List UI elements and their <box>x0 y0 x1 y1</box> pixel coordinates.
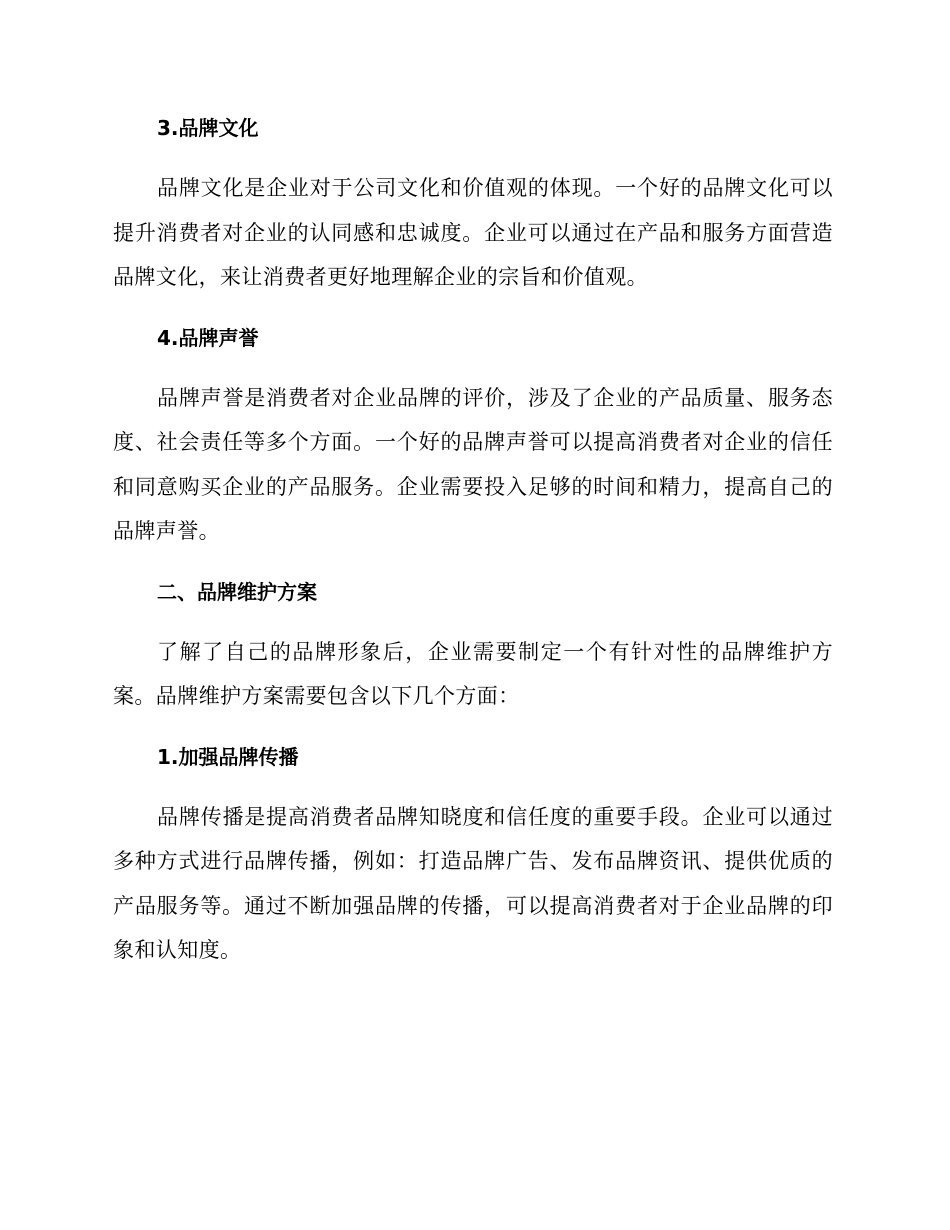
paragraph-brand-reputation: 品牌声誉是消费者对企业品牌的评价，涉及了企业的产品质量、服务态度、社会责任等多个方面。一个好的品牌声誉可以提高消费者对企业的信任和同意购买企业的产品服务。企业需要投入足够的时间和精力，提高自己的品牌声誉。 <box>113 385 833 543</box>
heading-brand-maintenance-plan: 二、品牌维护方案 <box>157 579 317 604</box>
paragraph-brand-maintenance-plan: 了解了自己的品牌形象后，企业需要制定一个有针对性的品牌维护方案。品牌维护方案需要包含以下几个方面： <box>113 639 833 708</box>
heading-brand-communication: 1.加强品牌传播 <box>157 744 299 769</box>
paragraph-brand-culture: 品牌文化是企业对于公司文化和价值观的体现。一个好的品牌文化可以提升消费者对企业的认同感和忠诚度。企业可以通过在产品和服务方面营造品牌文化，来让消费者更好地理解企业的宗旨和价值观。 <box>113 176 833 289</box>
heading-brand-reputation: 4.品牌声誉 <box>157 325 259 350</box>
paragraph-brand-communication: 品牌传播是提高消费者品牌知晓度和信任度的重要手段。企业可以通过多种方式进行品牌传播，例如：打造品牌广告、发布品牌资讯、提供优质的产品服务等。通过不断加强品牌的传播，可以提高消费者对于企业品牌的印象和认知度。 <box>113 804 833 962</box>
document-page <box>113 106 833 989</box>
heading-brand-culture: 3.品牌文化 <box>157 116 259 140</box>
